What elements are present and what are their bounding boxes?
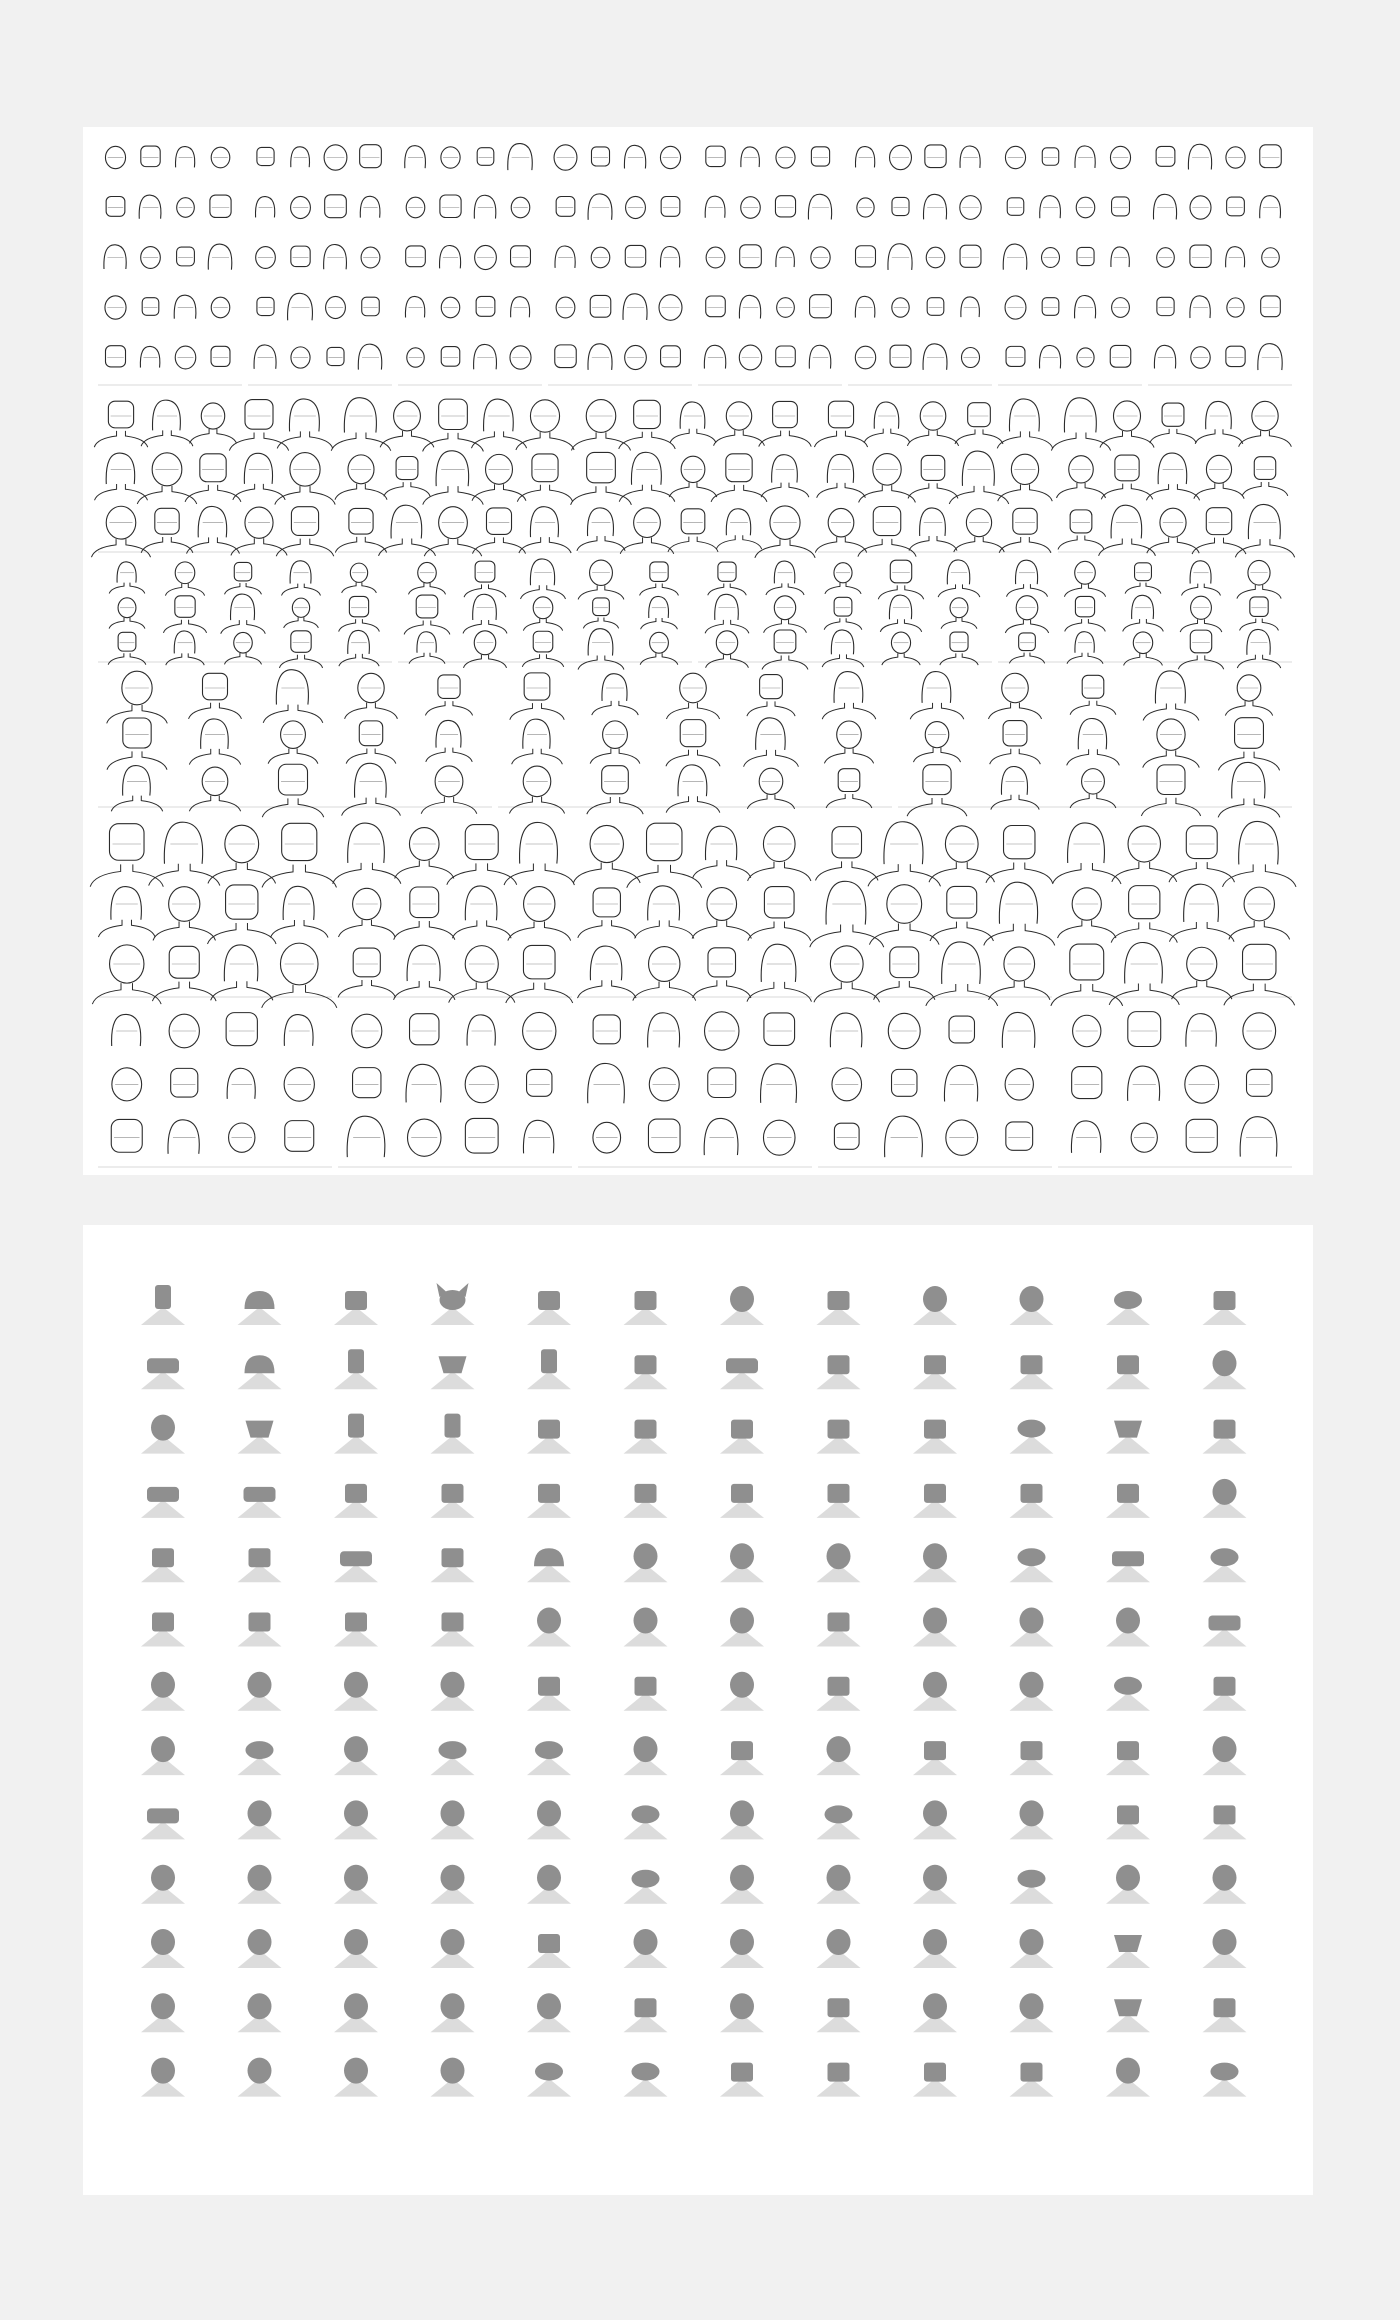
silhouette-box-icon	[1010, 2063, 1054, 2097]
silhouette-round-icon	[1010, 1286, 1054, 1325]
silhouette-round-icon	[1106, 1865, 1150, 1904]
rounded-head-sketch-icon	[333, 822, 575, 1003]
silhouette-box-icon	[720, 1484, 764, 1518]
head-shape-sketch-icon	[498, 672, 892, 815]
silhouette-round-icon	[431, 1993, 475, 2032]
silhouette-box-icon	[141, 1613, 185, 1647]
silhouette-round-icon	[527, 1800, 571, 1839]
silhouette-round-icon	[238, 1865, 282, 1904]
silhouette-wedge-icon	[1106, 1421, 1150, 1454]
silhouette-dome-icon	[527, 1548, 571, 1582]
silhouette-round-icon	[527, 1608, 571, 1647]
silhouette-round-icon	[334, 2058, 378, 2097]
silhouette-horned-icon	[431, 1283, 475, 1325]
head-shoulders-sketch-icon	[91, 399, 335, 557]
silhouette-box-icon	[527, 1484, 571, 1518]
silhouette-round-icon	[334, 1865, 378, 1904]
silhouette-round-icon	[913, 1286, 957, 1325]
silhouette-round-icon	[1203, 1865, 1247, 1904]
silhouette-tall-icon	[141, 1285, 185, 1325]
silhouette-box-icon	[431, 1613, 475, 1647]
silhouette-round-icon	[1203, 1929, 1247, 1968]
silhouette-box-icon	[1106, 1484, 1150, 1518]
silhouette-box-icon	[913, 1355, 957, 1389]
silhouette-round-icon	[141, 1415, 185, 1454]
silhouette-tall-icon	[334, 1414, 378, 1454]
silhouette-tall-icon	[334, 1349, 378, 1389]
silhouette-round-icon	[334, 1736, 378, 1775]
silhouette-box-icon	[431, 1484, 475, 1518]
silhouette-round-icon	[431, 1865, 475, 1904]
silhouette-box-icon	[817, 1677, 861, 1711]
silhouette-round-icon	[720, 1286, 764, 1325]
silhouette-tall-icon	[431, 1414, 475, 1454]
silhouette-box-icon	[624, 1484, 668, 1518]
silhouette-box-icon	[1010, 1355, 1054, 1389]
helmet-sketch-icon	[338, 1012, 572, 1167]
silhouette-box-icon	[1203, 1291, 1247, 1325]
head-shoulders-sketch-icon	[814, 399, 1052, 557]
helmet-sketch-icon	[98, 1013, 332, 1167]
silhouette-box-icon	[720, 2063, 764, 2097]
silhouette-box-icon	[431, 1548, 475, 1582]
sketch-sheet-panel	[83, 127, 1313, 1175]
silhouette-box-icon	[624, 1291, 668, 1325]
silhouette-round-icon	[1010, 1929, 1054, 1968]
silhouette-box-icon	[1106, 1741, 1150, 1775]
silhouette-round-icon	[913, 1929, 957, 1968]
head-shape-sketch-icon	[898, 671, 1292, 817]
silhouette-wedge-icon	[238, 1421, 282, 1454]
silhouette-round-icon	[141, 1736, 185, 1775]
silhouette-wide-icon	[141, 1808, 185, 1839]
silhouette-round-icon	[238, 1929, 282, 1968]
silhouette-box-icon	[624, 1420, 668, 1454]
silhouette-dome-icon	[238, 1355, 282, 1389]
robot-head-sketch-icon	[398, 559, 692, 670]
silhouette-box-icon	[817, 1355, 861, 1389]
silhouette-round-icon	[141, 1929, 185, 1968]
silhouette-oval-icon	[527, 2063, 571, 2097]
silhouette-oval-icon	[1106, 1291, 1150, 1325]
silhouette-box-icon	[527, 1677, 571, 1711]
rounded-head-sketch-icon	[90, 822, 337, 1008]
head-study-sketch-icon	[248, 145, 392, 385]
silhouette-round-icon	[720, 1543, 764, 1582]
head-shape-sketch-icon	[98, 670, 492, 817]
sketch-sheet	[83, 127, 1313, 1175]
silhouette-wide-icon	[141, 1358, 185, 1389]
head-study-sketch-icon	[698, 146, 842, 385]
silhouette-round-icon	[1106, 2058, 1150, 2097]
silhouette-box-icon	[527, 1420, 571, 1454]
silhouette-box-icon	[817, 1484, 861, 1518]
silhouette-round-icon	[141, 1672, 185, 1711]
silhouette-round-icon	[527, 1865, 571, 1904]
head-shoulders-sketch-icon	[571, 400, 816, 558]
silhouette-tall-icon	[527, 1349, 571, 1389]
silhouette-box-icon	[913, 1420, 957, 1454]
silhouette-round-icon	[1010, 1800, 1054, 1839]
silhouette-oval-icon	[1010, 1870, 1054, 1904]
silhouette-box-icon	[1203, 1677, 1247, 1711]
silhouette-box-icon	[817, 1998, 861, 2032]
silhouette-round-icon	[334, 1929, 378, 1968]
silhouette-round-icon	[624, 1543, 668, 1582]
silhouette-box-icon	[817, 1613, 861, 1647]
silhouette-box-icon	[238, 1613, 282, 1647]
silhouette-round-icon	[238, 1672, 282, 1711]
head-study-sketch-icon	[98, 146, 242, 385]
silhouette-box-icon	[913, 1484, 957, 1518]
silhouette-round-icon	[1203, 1350, 1247, 1389]
silhouette-wide-icon	[1106, 1551, 1150, 1582]
silhouette-round-icon	[1010, 1993, 1054, 2032]
helmet-sketch-icon	[1058, 1012, 1292, 1167]
silhouette-wide-icon	[238, 1487, 282, 1518]
silhouette-wedge-icon	[431, 1356, 475, 1389]
silhouette-round-icon	[238, 1800, 282, 1839]
silhouette-oval-icon	[624, 1805, 668, 1839]
silhouette-box-icon	[334, 1291, 378, 1325]
silhouette-round-icon	[720, 1865, 764, 1904]
silhouette-wedge-icon	[1106, 1999, 1150, 2032]
silhouette-box-icon	[1106, 1805, 1150, 1839]
silhouette-round-icon	[1203, 1736, 1247, 1775]
silhouette-oval-icon	[817, 1805, 861, 1839]
silhouette-round-icon	[431, 2058, 475, 2097]
silhouette-grid	[83, 1225, 1313, 2195]
silhouette-wide-icon	[720, 1358, 764, 1389]
head-study-sketch-icon	[548, 145, 692, 385]
silhouette-box-icon	[720, 1741, 764, 1775]
silhouette-box-icon	[1203, 1420, 1247, 1454]
silhouette-round-icon	[817, 1543, 861, 1582]
silhouette-round-icon	[913, 1993, 957, 2032]
silhouette-round-icon	[913, 1543, 957, 1582]
silhouette-round-icon	[238, 1993, 282, 2032]
silhouette-round-icon	[817, 1929, 861, 1968]
silhouette-round-icon	[817, 1865, 861, 1904]
silhouette-box-icon	[817, 2063, 861, 2097]
silhouette-box-icon	[817, 1291, 861, 1325]
silhouette-wide-icon	[1203, 1616, 1247, 1647]
helmet-sketch-icon	[818, 1012, 1052, 1167]
silhouette-round-icon	[1203, 1479, 1247, 1518]
head-study-sketch-icon	[1148, 144, 1292, 385]
silhouette-round-icon	[720, 1929, 764, 1968]
silhouette-box-icon	[624, 1355, 668, 1389]
silhouette-round-icon	[624, 1608, 668, 1647]
silhouette-box-icon	[817, 1420, 861, 1454]
silhouette-round-icon	[334, 1993, 378, 2032]
silhouette-box-icon	[527, 1291, 571, 1325]
silhouette-box-icon	[1203, 1998, 1247, 2032]
silhouette-box-icon	[913, 1741, 957, 1775]
silhouette-round-icon	[720, 1993, 764, 2032]
silhouette-dome-icon	[238, 1291, 282, 1325]
silhouette-box-icon	[1010, 1741, 1054, 1775]
silhouette-box-icon	[624, 1998, 668, 2032]
head-study-sketch-icon	[848, 145, 992, 385]
silhouette-box-icon	[624, 1677, 668, 1711]
silhouette-oval-icon	[1203, 2063, 1247, 2097]
silhouette-round-icon	[334, 1672, 378, 1711]
robot-head-sketch-icon	[998, 560, 1292, 669]
silhouette-oval-icon	[1106, 1677, 1150, 1711]
silhouette-round-icon	[141, 2058, 185, 2097]
silhouette-grid-panel	[83, 1225, 1313, 2195]
silhouette-round-icon	[720, 1800, 764, 1839]
silhouette-box-icon	[913, 2063, 957, 2097]
silhouette-round-icon	[913, 1800, 957, 1839]
silhouette-box-icon	[334, 1484, 378, 1518]
silhouette-box-icon	[141, 1548, 185, 1582]
silhouette-round-icon	[141, 1865, 185, 1904]
silhouette-round-icon	[431, 1929, 475, 1968]
silhouette-box-icon	[1106, 1355, 1150, 1389]
silhouette-box-icon	[527, 1934, 571, 1968]
head-study-sketch-icon	[398, 144, 542, 385]
silhouette-round-icon	[913, 1865, 957, 1904]
silhouette-round-icon	[238, 2058, 282, 2097]
head-shoulders-sketch-icon	[331, 398, 574, 556]
silhouette-round-icon	[1106, 1608, 1150, 1647]
silhouette-round-icon	[1010, 1672, 1054, 1711]
silhouette-round-icon	[913, 1608, 957, 1647]
silhouette-box-icon	[1010, 1484, 1054, 1518]
silhouette-round-icon	[527, 1993, 571, 2032]
silhouette-round-icon	[624, 1929, 668, 1968]
robot-head-sketch-icon	[698, 560, 992, 670]
silhouette-oval-icon	[1010, 1420, 1054, 1454]
silhouette-round-icon	[141, 1993, 185, 2032]
silhouette-wide-icon	[334, 1551, 378, 1582]
silhouette-round-icon	[720, 1608, 764, 1647]
silhouette-round-icon	[913, 1672, 957, 1711]
rounded-head-sketch-icon	[1051, 821, 1296, 1005]
silhouette-box-icon	[720, 1420, 764, 1454]
silhouette-oval-icon	[624, 1870, 668, 1904]
silhouette-wide-icon	[141, 1487, 185, 1518]
silhouette-round-icon	[720, 1672, 764, 1711]
silhouette-round-icon	[1010, 1608, 1054, 1647]
silhouette-round-icon	[431, 1800, 475, 1839]
silhouette-round-icon	[817, 1736, 861, 1775]
silhouette-round-icon	[431, 1672, 475, 1711]
silhouette-oval-icon	[1203, 1548, 1247, 1582]
silhouette-box-icon	[238, 1548, 282, 1582]
head-study-sketch-icon	[998, 146, 1142, 385]
rounded-head-sketch-icon	[810, 822, 1055, 1006]
silhouette-oval-icon	[238, 1741, 282, 1775]
rounded-head-sketch-icon	[573, 823, 812, 1001]
silhouette-wedge-icon	[1106, 1935, 1150, 1968]
robot-head-sketch-icon	[98, 561, 392, 668]
silhouette-oval-icon	[431, 1741, 475, 1775]
silhouette-oval-icon	[1010, 1548, 1054, 1582]
head-shoulders-sketch-icon	[1051, 398, 1294, 557]
silhouette-oval-icon	[527, 1741, 571, 1775]
silhouette-oval-icon	[624, 2063, 668, 2097]
silhouette-round-icon	[334, 1800, 378, 1839]
helmet-sketch-icon	[578, 1012, 812, 1167]
silhouette-box-icon	[334, 1613, 378, 1647]
silhouette-box-icon	[1203, 1805, 1247, 1839]
silhouette-round-icon	[624, 1736, 668, 1775]
